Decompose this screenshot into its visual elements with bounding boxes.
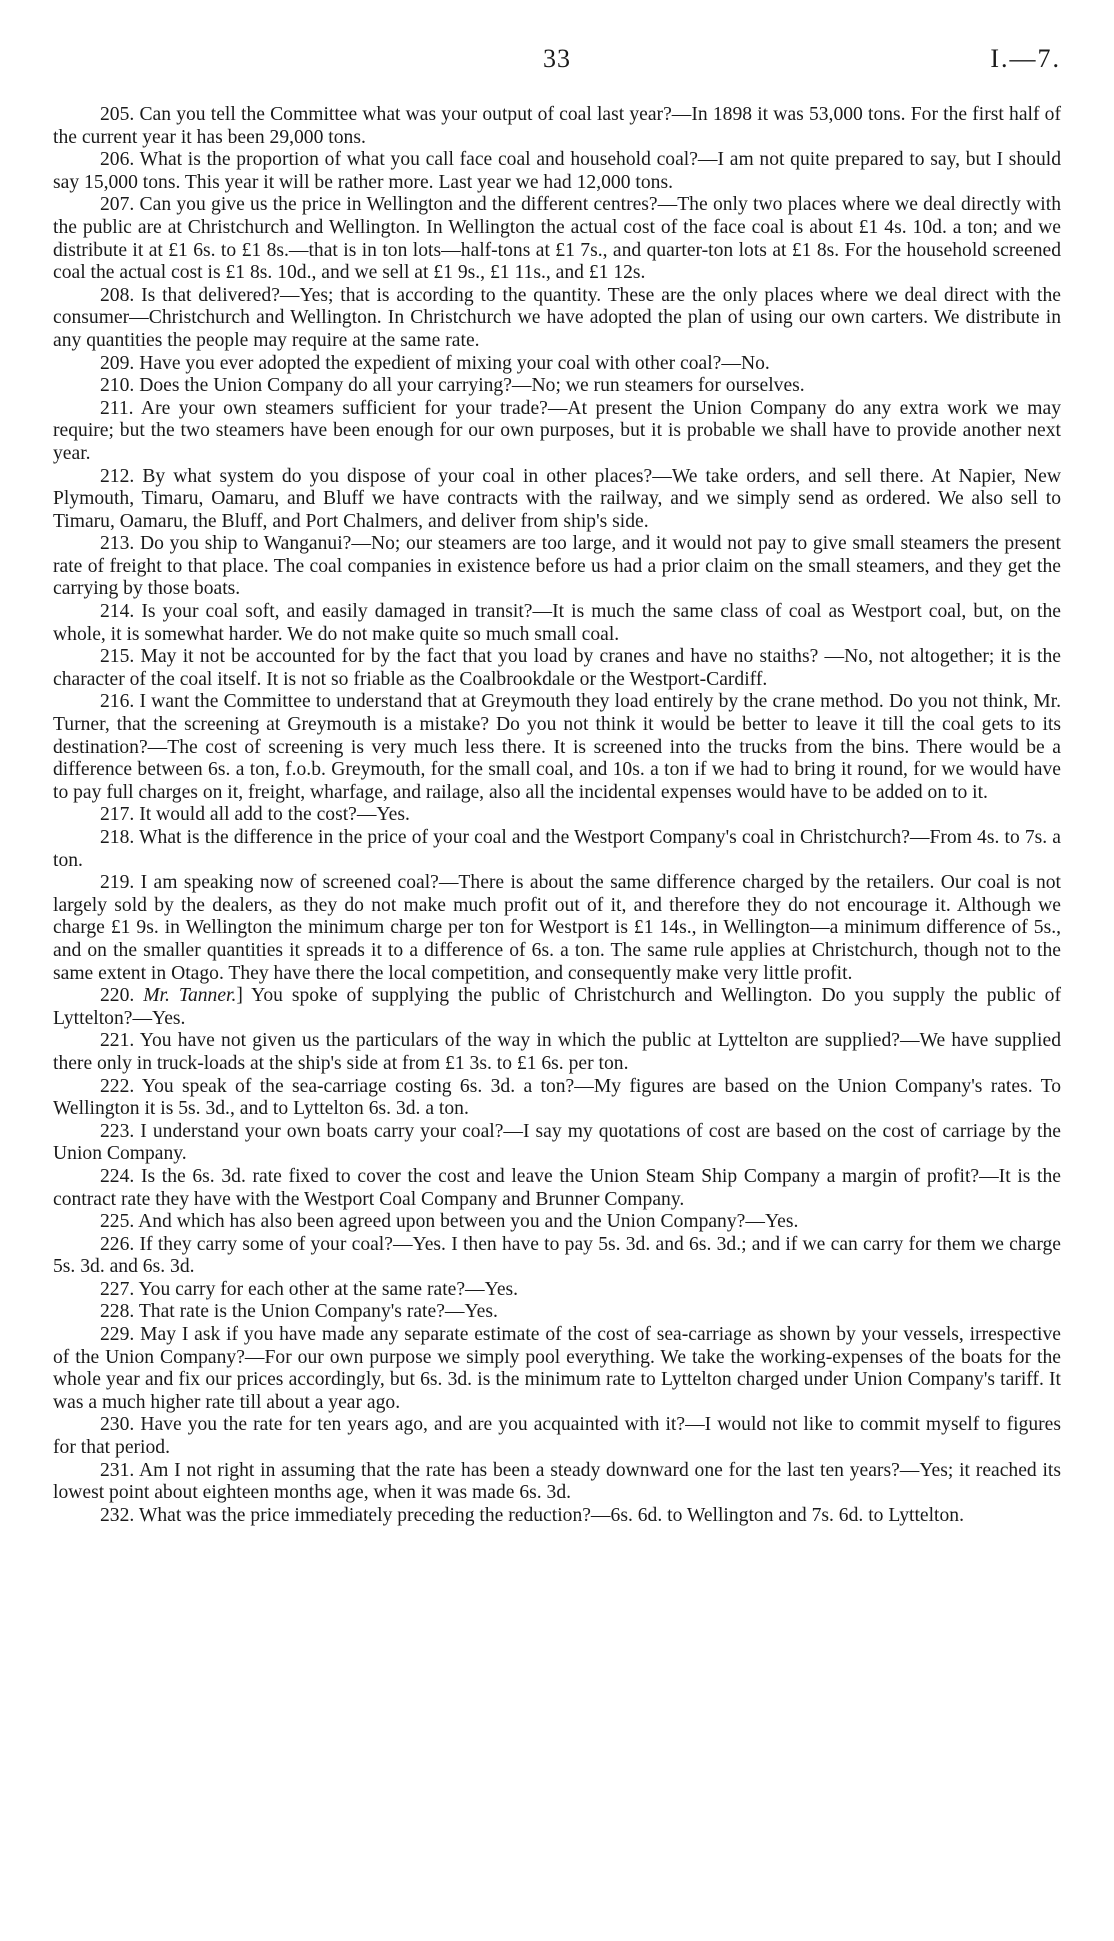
question-paragraph: 208. Is that delivered?—Yes; that is according to the quantity. These are the only places where we deal direct with the consumer—Christchurch and Wellington. In Christchurch we have adopted the plan of using our own carters. We distribute in any quantities the people may require at the same rate. [53,284,1061,351]
document-page [53,40,1061,1527]
question-paragraph: 230. Have you the rate for ten years ago, and are you acquainted with it?—I would not like to commit myself to figures for that period. [53,1414,1061,1459]
question-paragraph: 211. Are your own steamers sufficient for your trade?—At present the Union Company do any extra work we may require; but the two steamers have been enough for our own purposes, but it is probable we shall have to provide another next year. [53,397,1061,464]
question-paragraph: 205. Can you tell the Committee what was your output of coal last year?—In 1898 it was 53,000 tons. For the first half of the current year it has been 29,000 tons. [53,104,1061,148]
question-text: ] You spoke of supplying the public of Christchurch and Wellington. Do you supply the public of Lyttelton?—Yes. [53,985,1062,1029]
question-paragraph: 213. Do you ship to Wanganui?—No; our steamers are too large, and it would not pay to give small steamers the present rate of freight to that place. The coal companies in existence before us had a prior claim on the small steamers, and they get the carrying by those boats. [53,533,1061,600]
page-header [53,40,1061,92]
question-paragraph: 222. You speak of the sea-carriage costing 6s. 3d. a ton?—My figures are based on the Union Company's rates. To Wellington it is 5s. 3d., and to Lyttelton 6s. 3d. a ton. [53,1075,1061,1120]
question-paragraph: 231. Am I not right in assuming that the rate has been a steady downward one for the last ten years?—Yes; it reached its lowest point about eighteen months age, when it was made 6s. 3d. [53,1459,1061,1504]
question-paragraph [53,985,1061,1030]
question-paragraph: 216. I want the Committee to understand that at Greymouth they load entirely by the crane method. Do you not think, Mr. Turner, that the screening at Greymouth is a mistake? Do you not think it would be better to leave it till the coal gets to its destination?—The cost of screening is very much less there. It is screened into the trucks from the bins. There would be a difference between 6s. a ton, f.o.b. Greymouth, for the small coal, and 10s. a ton if we had to bring it round, for we would have to pay full charges on it, freight, wharfage, and railage, also all the incidental expenses would have to be added on to it. [53,691,1061,803]
question-paragraph: 212. By what system do you dispose of your coal in other places?—We take orders, and sell there. At Napier, New Plymouth, Timaru, Oamaru, and Bluff we have contracts with the railway, and we simply send as ordered. We also sell to Timaru, Oamaru, the Bluff, and Port Chalmers, and deliver from ship's side. [53,465,1061,532]
question-paragraph: 210. Does the Union Company do all your carrying?—No; we run steamers for ourselves. [100,375,805,397]
document-reference: I.—7. [990,44,1061,73]
question-paragraph: 226. If they carry some of your coal?—Yes. I then have to pay 5s. 3d. and 6s. 3d.; and if we can carry for them we charge 5s. 3d. and 6s. 3d. [53,1233,1061,1278]
question-paragraph: 207. Can you give us the price in Wellington and the different centres?—The only two places where we deal directly with the public are at Christchurch and Wellington. In Wellington the actual cost of the face coal is about £1 4s. 10d. a ton; and we distribute it at £1 6s. to £1 8s.—that is in ton lots—half-tons at £1 7s., and quarter-ton lots at £1 8s. For the household screened coal the actual cost is £1 8s. 10d., and we sell at £1 9s., £1 11s., and £1 12s. [53,194,1061,284]
question-paragraph: 227. You carry for each other at the same rate?—Yes. [100,1278,519,1300]
question-paragraph: 214. Is your coal soft, and easily damaged in transit?—It is much the same class of coal as Westport coal, but, on the whole, it is somewhat harder. We do not make quite so much small coal. [53,601,1061,645]
question-paragraph: 206. What is the proportion of what you call face coal and household coal?—I am not quite prepared to say, but I should say 15,000 tons. This year it will be rather more. Last year we had 12,000 tons. [53,149,1061,193]
question-paragraph: 218. What is the difference in the price of your coal and the Westport Company's coal in Christchurch?—From 4s. to 7s. a ton. [53,827,1061,871]
page-number: 33 [543,44,571,73]
question-paragraph: 224. Is the 6s. 3d. rate fixed to cover the cost and leave the Union Steam Ship Company a margin of profit?—It is the contract rate they have with the Westport Coal Company and Brunner Company. [53,1165,1061,1210]
question-paragraph: 228. That rate is the Union Company's rate?—Yes. [100,1301,498,1323]
question-paragraph: 232. What was the price immediately preceding the reduction?—6s. 6d. to Wellington and 7s. 6d. to Lyttelton. [100,1504,964,1526]
question-paragraph: 215. May it not be accounted for by the fact that you load by cranes and have no staiths? —No, not altogether; it is the character of the coal itself. It is not so friable as the Coalbrookdale or the Westport-Cardiff. [53,646,1061,690]
question-paragraph: 217. It would all add to the cost?—Yes. [100,804,410,826]
question-paragraph: 225. And which has also been agreed upon between you and the Union Company?—Yes. [100,1211,799,1233]
question-paragraph: 223. I understand your own boats carry your coal?—I say my quotations of cost are based on the cost of carriage by the Union Company. [53,1120,1061,1165]
question-paragraph: 209. Have you ever adopted the expedient of mixing your coal with other coal?—No. [100,352,770,374]
speaker-name: Mr. Tanner. [143,985,237,1007]
question-paragraph: 221. You have not given us the particulars of the way in which the public at Lyttelton are supplied?—We have supplied there only in truck-loads at the ship's side at from £1 3s. to £1 6s. per ton. [53,1030,1061,1074]
question-paragraph: 229. May I ask if you have made any separate estimate of the cost of sea-carriage as shown by your vessels, irrespective of the Union Company?—For our own purpose we simply pool everything. We take the working-expenses of the boats for the whole year and fix our prices accordingly, but 6s. 3d. is the minimum rate to Lyttelton charged under Union Company's tariff. It was a much higher rate till about a year ago. [53,1324,1061,1413]
evidence-transcript [53,104,1061,1527]
question-number: 220. [100,985,144,1007]
question-paragraph: 219. I am speaking now of screened coal?—There is about the same difference charged by the retailers. Our coal is not largely sold by the dealers, as they do not make much profit out of it, and therefore they do not encourage it. Although we charge £1 9s. in Wellington the minimum charge per ton for Westport is £1 14s., in Wellington—a minimum difference of 5s., and on the smaller quantities it spreads it to a difference of 6s. a ton. The same rule applies at Christchurch, though not to the same extent in Otago. They have there the local competition, and consequently make very little profit. [53,872,1061,984]
